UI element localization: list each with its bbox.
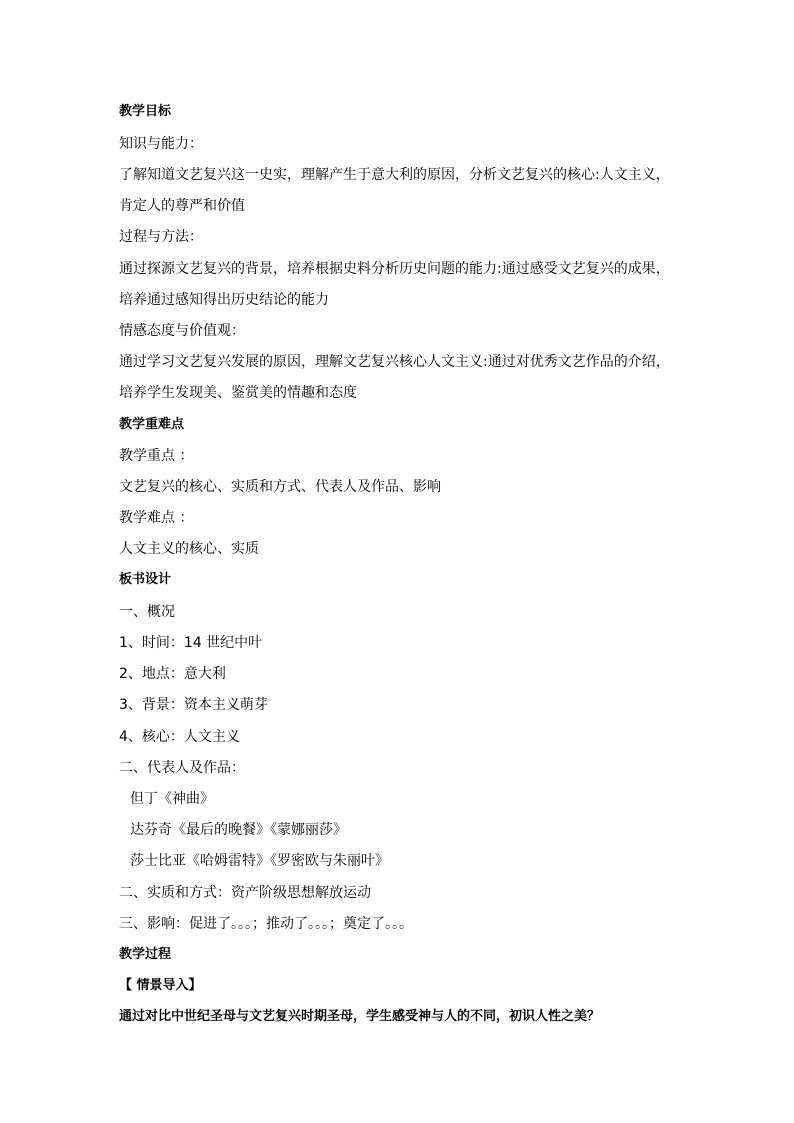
section-heading-teaching-process: 教学过程 xyxy=(119,947,172,962)
outline-item: 一、概况 xyxy=(119,604,175,620)
outline-subitem: 达芬奇《最后的晚餐》《蒙娜丽莎》 xyxy=(130,822,347,838)
paragraph-line: 通过探源文艺复兴的背景，培养根据史料分析历史问题的能力:通过感受文艺复兴的成果， xyxy=(119,261,670,277)
outline-item: 2、地点：意大利 xyxy=(119,666,226,682)
section-heading-key-points: 教学重难点 xyxy=(119,417,185,432)
section-heading-teaching-goals: 教学目标 xyxy=(119,104,172,119)
outline-item: 3、背景：资本主义萌芽 xyxy=(119,697,268,713)
outline-item: 4、核心：人文主义 xyxy=(119,729,240,745)
paragraph-line: 通过学习文艺复兴发展的原因，理解文艺复兴核心人文主义:通过对优秀文艺作品的介绍， xyxy=(119,354,670,370)
outline-item: 二、代表人及作品： xyxy=(119,760,245,776)
paragraph-line-bold: 通过对比中世纪圣母与文艺复兴时期圣母，学生感受神与人的不同，初识人性之美？ xyxy=(119,1009,601,1024)
paragraph-line: 了解知道文艺复兴这一史实，理解产生于意大利的原因，分析文艺复兴的核心:人文主义， xyxy=(119,167,670,183)
section-heading-board-design: 板书设计 xyxy=(119,572,172,587)
paragraph-line: 肯定人的尊严和价值 xyxy=(119,198,245,214)
subheading-scenario-intro: 【 情景导入】 xyxy=(119,978,202,993)
subheading-difficult-point: 教学难点 ： xyxy=(119,510,194,526)
paragraph-line: 人文主义的核心、实质 xyxy=(119,541,259,557)
outline-subitem: 莎士比亚《哈姆雷特》《罗密欧与朱丽叶》 xyxy=(130,853,389,869)
outline-item: 三、影响：促进了。。。；推动了。。。；奠定了。。。 xyxy=(119,916,413,932)
paragraph-line: 培养通过感知得出历史结论的能力 xyxy=(119,292,329,308)
subheading-key-point: 教学重点 ： xyxy=(119,448,194,464)
subheading-process-method: 过程与方法： xyxy=(119,229,203,245)
paragraph-line: 培养学生发现美、鉴赏美的情趣和态度 xyxy=(119,385,357,401)
outline-subitem: 但丁《神曲》 xyxy=(130,791,214,807)
subheading-knowledge-ability: 知识与能力： xyxy=(119,136,203,152)
outline-item: 二、实质和方式：资产阶级思想解放运动 xyxy=(119,885,371,901)
paragraph-line: 文艺复兴的核心、实质和方式、代表人及作品、影响 xyxy=(119,479,441,495)
outline-item: 1、时间：14 世纪中叶 xyxy=(119,635,263,651)
subheading-attitude-values: 情感态度与价值观： xyxy=(119,323,245,339)
